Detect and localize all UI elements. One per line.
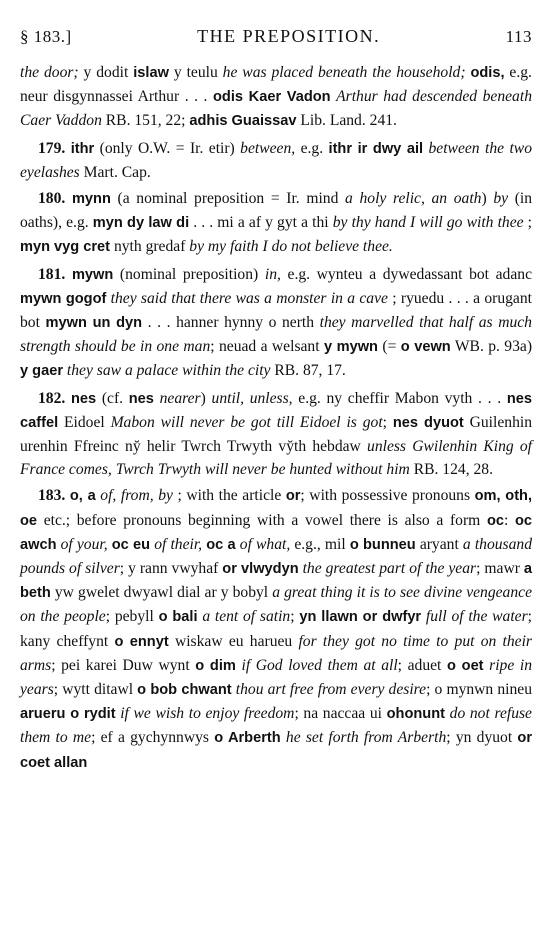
text-run: e.g. wynteu a dywedassant bot adanc bbox=[280, 265, 532, 283]
welsh-term: o dim bbox=[195, 657, 236, 674]
welsh-term: mywn un dyn bbox=[45, 315, 143, 332]
welsh-term: mywn gogof bbox=[20, 290, 107, 307]
italic-gloss: of, from, by bbox=[100, 487, 173, 505]
body-text bbox=[20, 61, 532, 775]
italic-gloss: they marvelled that half as much strength should be in one man bbox=[20, 314, 532, 356]
italic-gloss: until, unless, bbox=[211, 389, 293, 407]
text-run: ; ef a gychynnwys bbox=[91, 729, 215, 747]
welsh-term: or bbox=[285, 488, 301, 505]
italic-gloss: he was placed beneath the household; bbox=[222, 64, 466, 81]
italic-gloss: full of the water bbox=[425, 608, 528, 626]
welsh-term: yn llawn or dwfyr bbox=[299, 609, 422, 626]
text-run: (a nominal preposition = Ir. mind bbox=[110, 190, 346, 208]
text-run: . . . hanner hynny o nerth bbox=[142, 314, 320, 332]
paragraph bbox=[20, 484, 532, 774]
text-run bbox=[65, 266, 72, 283]
italic-gloss: by bbox=[493, 190, 509, 208]
italic-gloss: between the two eyelashes bbox=[20, 139, 532, 181]
paragraph bbox=[20, 137, 532, 184]
text-run: (nominal preposition) bbox=[113, 265, 265, 283]
italic-gloss: if God loved them at all bbox=[241, 656, 398, 674]
text-run: ; bbox=[290, 608, 300, 626]
italic-gloss: a holy relic, an oath bbox=[345, 190, 482, 208]
italic-gloss: by thy hand I will go with thee bbox=[332, 214, 524, 232]
italic-gloss: Mabon will never be got till Eidoel is got bbox=[110, 413, 383, 431]
italic-gloss: unless Gwilenhin King of France comes, Twrch Trwyth will never be hunted without him bbox=[20, 438, 533, 479]
welsh-term: oc a bbox=[206, 536, 236, 553]
text-run: WB. p. 93a) bbox=[450, 338, 533, 356]
italic-gloss: of your, bbox=[60, 535, 108, 553]
welsh-term: or coet allan bbox=[20, 730, 532, 771]
text-run: ; bbox=[523, 214, 532, 232]
text-run: ) bbox=[200, 389, 212, 407]
text-run: wiskaw eu harueu bbox=[168, 632, 299, 650]
text-run: (= bbox=[377, 338, 401, 356]
text-run: ; wytt ditawl bbox=[53, 681, 138, 699]
welsh-term: y mywn bbox=[323, 339, 378, 356]
text-run: e.g., mil bbox=[290, 535, 350, 553]
text-run: etc.; before pronouns beginning with a vowel there is also a form bbox=[37, 511, 487, 529]
welsh-term: or vlwydyn bbox=[222, 561, 299, 578]
welsh-term: ithr bbox=[70, 140, 95, 157]
welsh-term: o bunneu bbox=[349, 536, 416, 553]
text-run: RB. 151, 22; bbox=[101, 112, 190, 130]
italic-gloss: a tent of satin bbox=[202, 608, 291, 626]
text-run: yw gwelet dwyawl dial ar y bobyl bbox=[50, 584, 273, 602]
welsh-term: nes caffel bbox=[20, 390, 532, 431]
welsh-term: oc awch bbox=[20, 512, 532, 553]
welsh-term: arueru o rydit bbox=[20, 706, 116, 723]
text-run: RB. 87, 17. bbox=[270, 362, 346, 380]
italic-gloss: nearer bbox=[159, 389, 201, 407]
italic-gloss: do not refuse them to me bbox=[20, 705, 532, 747]
italic-gloss: the door; bbox=[20, 64, 79, 81]
welsh-term: ithr ir dwy ail bbox=[328, 140, 424, 157]
text-run: Lib. Land. 241. bbox=[296, 112, 397, 130]
text-run: RB. 124, 28. bbox=[409, 461, 493, 479]
text-run: y dodit bbox=[78, 64, 134, 81]
welsh-term: islaw bbox=[133, 65, 169, 81]
paragraph bbox=[20, 263, 532, 384]
italic-gloss: he set forth from Arberth bbox=[285, 729, 447, 747]
welsh-term: o, a bbox=[69, 488, 96, 505]
text-run: e.g. bbox=[295, 139, 329, 157]
welsh-term: ohonunt bbox=[386, 706, 445, 723]
text-run: (cf. bbox=[96, 389, 129, 407]
page-number: 113 bbox=[505, 27, 532, 46]
welsh-term: nes bbox=[71, 390, 97, 407]
italic-gloss: they saw a palace within the city bbox=[66, 362, 271, 380]
text-run: y teulu bbox=[168, 64, 223, 81]
italic-gloss: they said that there was a monster in a cave bbox=[110, 289, 388, 307]
paragraph bbox=[20, 61, 532, 134]
text-run: ) bbox=[481, 190, 494, 208]
welsh-term: o Arberth bbox=[214, 730, 281, 747]
welsh-term: o bob chwant bbox=[137, 682, 232, 699]
text-run: e.g. ny cheffir Mabon vyth . . . bbox=[292, 389, 507, 407]
italic-gloss: between, bbox=[240, 139, 296, 157]
italic-gloss: a thousand pounds of silver bbox=[20, 535, 533, 578]
welsh-term: o vewn bbox=[400, 339, 451, 356]
text-run: ; with the article bbox=[172, 487, 286, 505]
text-run: ; o mynwn nineu bbox=[426, 681, 532, 699]
welsh-term: o bali bbox=[158, 609, 198, 626]
paragraph bbox=[20, 187, 532, 260]
text-run: ; bbox=[382, 413, 393, 431]
section-number: 183. bbox=[38, 487, 66, 505]
section-number: 180. bbox=[38, 190, 66, 208]
section-number: 179. bbox=[38, 139, 66, 157]
text-run: ; kany cheffynt bbox=[20, 608, 533, 650]
text-run: ; ryuedu . . . a orugant bot bbox=[20, 289, 532, 332]
welsh-term: nes bbox=[128, 390, 154, 407]
welsh-term: odis Kaer Vadon bbox=[212, 89, 331, 106]
welsh-term: o oet bbox=[446, 657, 484, 674]
text-run: ; aduet bbox=[397, 656, 447, 674]
text-run bbox=[65, 190, 72, 207]
italic-gloss: the greatest part of the year bbox=[302, 560, 477, 578]
italic-gloss: by my faith I do not believe thee. bbox=[189, 238, 393, 256]
welsh-term: oc bbox=[486, 512, 504, 529]
text-run: ; y rann vwyhaf bbox=[119, 560, 223, 578]
text-run: (only O.W. = Ir. etir) bbox=[94, 139, 241, 157]
text-run: ; with possessive pronouns bbox=[300, 487, 475, 505]
text-run: (in oaths), e.g. bbox=[20, 190, 533, 232]
text-run: ; na naccaa ui bbox=[294, 705, 387, 723]
welsh-term: oc eu bbox=[111, 536, 151, 553]
italic-gloss: thou art free from every desire bbox=[235, 681, 427, 699]
text-run: : bbox=[503, 511, 515, 529]
welsh-term: om, oth, oe bbox=[20, 488, 533, 529]
paragraph bbox=[20, 387, 532, 482]
italic-gloss: of what, bbox=[239, 535, 291, 553]
welsh-term: myn vyg cret bbox=[20, 239, 111, 256]
section-number: 181. bbox=[38, 265, 66, 283]
text-run: . . . mi a af y gyt a thi bbox=[189, 214, 333, 232]
welsh-term: mynn bbox=[71, 191, 111, 208]
welsh-term: odis, bbox=[470, 65, 505, 81]
italic-gloss: for they got no time to put on their arms bbox=[20, 632, 533, 674]
text-run: ; mawr bbox=[476, 560, 524, 578]
text-run: Eidoel bbox=[58, 413, 111, 431]
italic-gloss: a great thing it is to see divine vengeance on the people bbox=[20, 584, 532, 626]
text-run: e.g. neur disgynnassei Arthur . . . bbox=[20, 64, 532, 106]
page-title: THE PREPOSITION. bbox=[197, 26, 381, 46]
italic-gloss: of their, bbox=[154, 535, 203, 553]
running-header bbox=[20, 26, 532, 47]
text-run: nyth gredaf bbox=[110, 238, 190, 256]
italic-gloss: Arthur had descended beneath Caer Vaddon bbox=[20, 88, 532, 130]
section-number: 182. bbox=[38, 389, 66, 407]
welsh-term: mywn bbox=[71, 266, 114, 283]
section-marker: § 183.] bbox=[20, 27, 72, 46]
text-run: Mart. Cap. bbox=[79, 163, 151, 181]
italic-gloss: if we wish to enjoy freedom bbox=[120, 705, 295, 723]
welsh-term: o ennyt bbox=[114, 633, 169, 650]
welsh-term: myn dy law di bbox=[92, 215, 190, 232]
text-run: ; yn dyuot bbox=[446, 729, 518, 747]
welsh-term: adhis Guaissav bbox=[189, 113, 297, 130]
text-run: Guilenhin urenhin Ffreinc ny̆ helir Twrch Trwyth vy̆th hebdaw bbox=[20, 413, 532, 456]
italic-gloss: in, bbox=[264, 265, 281, 283]
welsh-term: y gaer bbox=[20, 363, 63, 380]
welsh-term: a beth bbox=[20, 561, 532, 602]
text-run: ; pebyll bbox=[105, 608, 159, 626]
text-run: aryant bbox=[415, 535, 463, 553]
text-run: ; neuad a welsant bbox=[210, 338, 324, 356]
text-run: ; pei karei Duw wynt bbox=[51, 656, 196, 674]
welsh-term: nes dyuot bbox=[392, 414, 464, 431]
italic-gloss: ripe in years bbox=[20, 656, 533, 699]
